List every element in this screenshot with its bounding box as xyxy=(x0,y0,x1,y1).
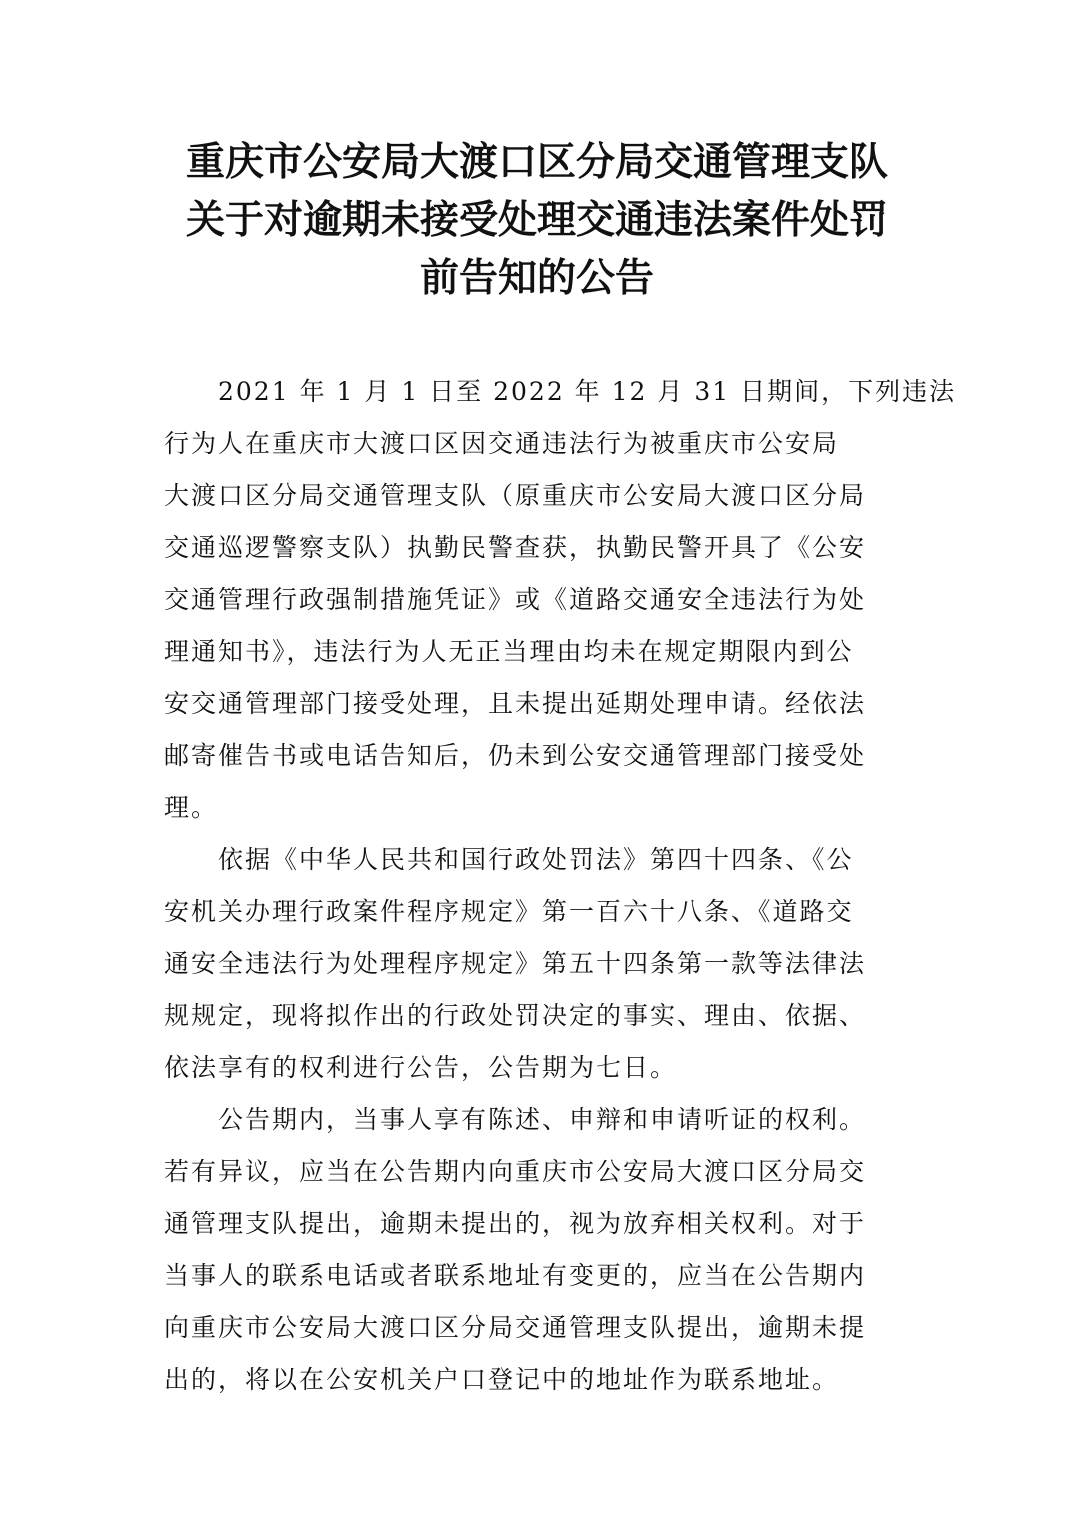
document-body xyxy=(164,366,957,1406)
text-line: 若有异议，应当在公告期内向重庆市公安局大渡口区分局交 xyxy=(164,1157,867,1186)
text-line: 理通知书》，违法行为人无正当理由均未在规定期限内到公 xyxy=(164,637,854,666)
text-line: 大渡口区分局交通管理支队（原重庆市公安局大渡口区分局 xyxy=(164,481,867,510)
paragraph-1 xyxy=(164,366,957,834)
text-line: 安交通管理部门接受处理，且未提出延期处理申请。经依法 xyxy=(164,689,867,718)
text-line: 依法享有的权利进行公告，公告期为七日。 xyxy=(164,1053,678,1082)
text-line: 公告期内，当事人享有陈述、申辩和申请听证的权利。 xyxy=(218,1105,867,1134)
text-line: 通管理支队提出，逾期未提出的，视为放弃相关权利。对于 xyxy=(164,1209,867,1238)
text-line: 理。 xyxy=(164,793,219,822)
text-line: 出的，将以在公安机关户口登记中的地址作为联系地址。 xyxy=(164,1365,840,1394)
text-line: 交通巡逻警察支队）执勤民警查获，执勤民警开具了《公安 xyxy=(164,533,867,562)
text-line: 通安全违法行为处理程序规定》第五十四条第一款等法律法 xyxy=(164,949,867,978)
text-line: 安机关办理行政案件程序规定》第一百六十八条、《道路交 xyxy=(164,897,854,926)
title-line: 前告知的公告 xyxy=(419,256,654,301)
text-line: 行为人在重庆市大渡口区因交通违法行为被重庆市公安局 xyxy=(164,429,840,458)
title-line: 重庆市公安局大渡口区分局交通管理支队 xyxy=(185,140,888,185)
paragraph-3 xyxy=(164,1094,912,1406)
text-line: 当事人的联系电话或者联系地址有变更的，应当在公告期内 xyxy=(164,1261,867,1290)
document-title xyxy=(150,134,924,308)
text-line: 邮寄催告书或电话告知后，仍未到公安交通管理部门接受处 xyxy=(164,741,867,770)
text-line: 交通管理行政强制措施凭证》或《道路交通安全违法行为处 xyxy=(164,585,867,614)
text-line: 2021 年 1 月 1 日至 2022 年 12 月 31 日期间，下列违法 xyxy=(218,377,957,406)
text-line: 依据《中华人民共和国行政处罚法》第四十四条、《公 xyxy=(218,845,854,874)
text-line: 规规定，现将拟作出的行政处罚决定的事实、理由、依据、 xyxy=(164,1001,867,1030)
text-line: 向重庆市公安局大渡口区分局交通管理支队提出，逾期未提 xyxy=(164,1313,867,1342)
paragraph-2 xyxy=(164,834,912,1094)
title-line: 关于对逾期未接受处理交通违法案件处罚 xyxy=(185,198,888,243)
